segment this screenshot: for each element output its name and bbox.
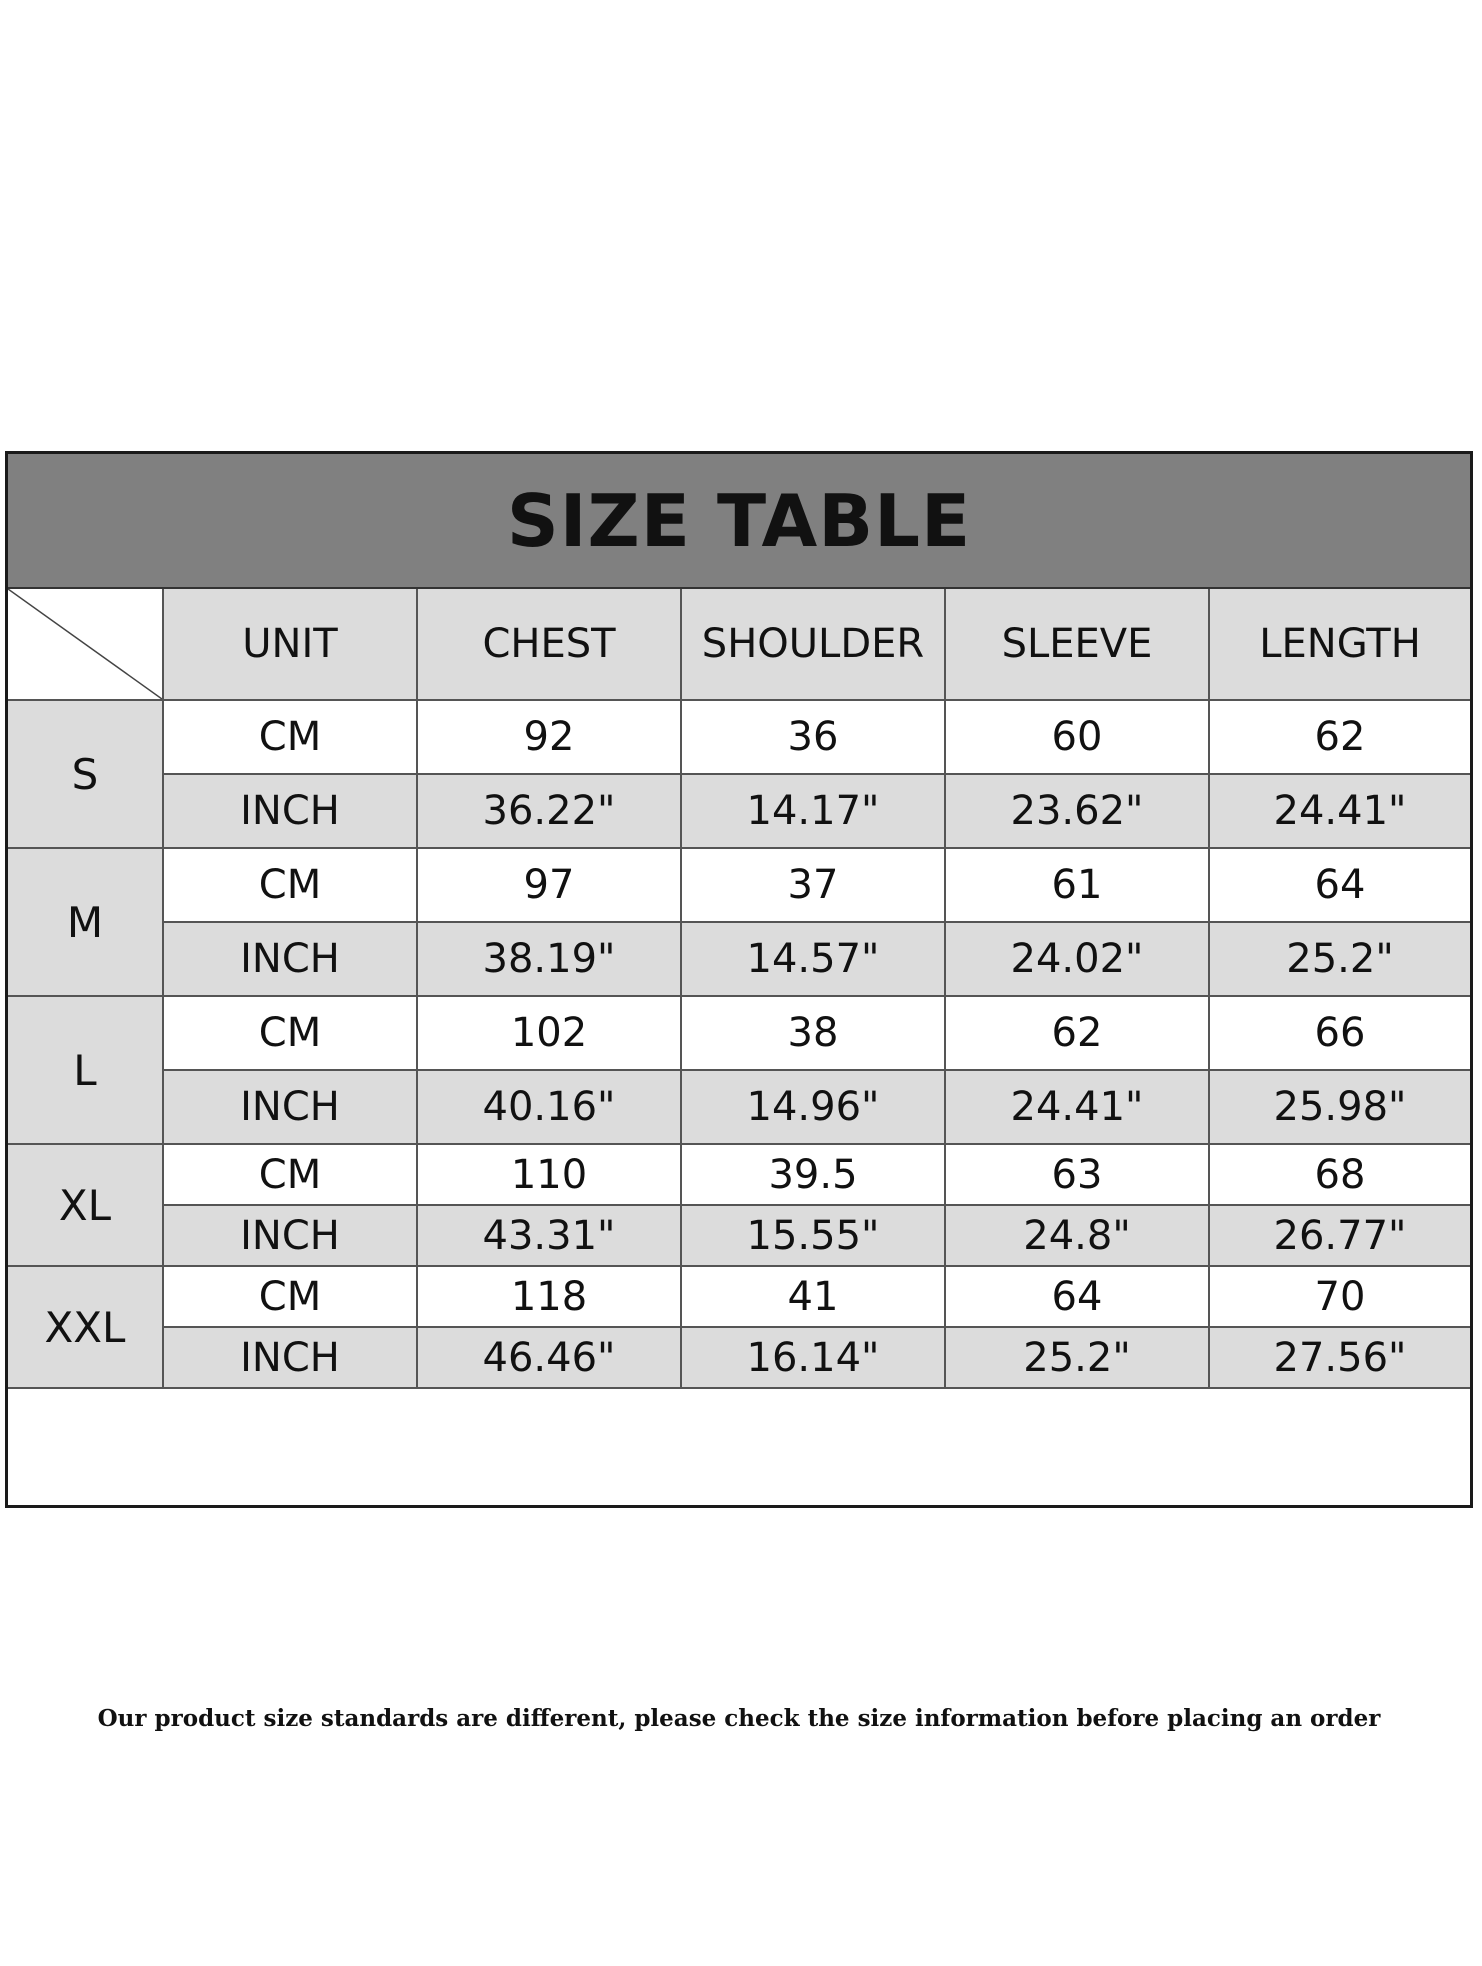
size-grid	[8, 589, 1470, 1389]
cell-length: 25.98"	[1209, 1070, 1470, 1144]
cell-chest: 38.19"	[417, 922, 681, 996]
table-row	[8, 1266, 1470, 1327]
cell-unit: CM	[163, 996, 417, 1070]
table-title: SIZE TABLE	[506, 478, 972, 563]
size-label: XL	[8, 1144, 163, 1266]
cell-chest: 102	[417, 996, 681, 1070]
cell-unit: CM	[163, 848, 417, 922]
cell-length: 68	[1209, 1144, 1470, 1205]
cell-chest: 46.46"	[417, 1327, 681, 1388]
cell-shoulder: 41	[681, 1266, 945, 1327]
cell-sleeve: 62	[945, 996, 1209, 1070]
cell-unit: INCH	[163, 774, 417, 848]
cell-shoulder: 16.14"	[681, 1327, 945, 1388]
cell-length: 66	[1209, 996, 1470, 1070]
title-bar	[8, 454, 1470, 589]
size-label: XXL	[8, 1266, 163, 1388]
cell-chest: 97	[417, 848, 681, 922]
table-row	[8, 1205, 1470, 1266]
table-row	[8, 1327, 1470, 1388]
header-length: LENGTH	[1209, 589, 1470, 700]
cell-unit: INCH	[163, 1070, 417, 1144]
cell-chest: 92	[417, 700, 681, 774]
size-label: S	[8, 700, 163, 848]
cell-length: 25.2"	[1209, 922, 1470, 996]
cell-sleeve: 24.8"	[945, 1205, 1209, 1266]
cell-sleeve: 24.02"	[945, 922, 1209, 996]
size-table	[5, 451, 1473, 1732]
cell-unit: INCH	[163, 1327, 417, 1388]
cell-sleeve: 60	[945, 700, 1209, 774]
cell-unit: CM	[163, 1266, 417, 1327]
table-row	[8, 1144, 1470, 1205]
header-chest: CHEST	[417, 589, 681, 700]
corner-cell	[8, 589, 163, 700]
table-row	[8, 922, 1470, 996]
cell-shoulder: 37	[681, 848, 945, 922]
cell-unit: INCH	[163, 922, 417, 996]
cell-unit: CM	[163, 700, 417, 774]
header-unit: UNIT	[163, 589, 417, 700]
cell-unit: INCH	[163, 1205, 417, 1266]
cell-shoulder: 15.55"	[681, 1205, 945, 1266]
table-row	[8, 700, 1470, 774]
size-label: L	[8, 996, 163, 1144]
table-row	[8, 1070, 1470, 1144]
cell-unit: CM	[163, 1144, 417, 1205]
cell-chest: 43.31"	[417, 1205, 681, 1266]
diagonal-line-icon	[8, 589, 162, 699]
cell-length: 27.56"	[1209, 1327, 1470, 1388]
header-shoulder: SHOULDER	[681, 589, 945, 700]
cell-shoulder: 36	[681, 700, 945, 774]
cell-length: 24.41"	[1209, 774, 1470, 848]
size-label: M	[8, 848, 163, 996]
cell-length: 62	[1209, 700, 1470, 774]
cell-sleeve: 25.2"	[945, 1327, 1209, 1388]
cell-length: 26.77"	[1209, 1205, 1470, 1266]
cell-chest: 118	[417, 1266, 681, 1327]
cell-sleeve: 23.62"	[945, 774, 1209, 848]
cell-sleeve: 24.41"	[945, 1070, 1209, 1144]
table-row	[8, 848, 1470, 922]
table-row	[8, 774, 1470, 848]
cell-shoulder: 38	[681, 996, 945, 1070]
cell-chest: 40.16"	[417, 1070, 681, 1144]
cell-shoulder: 14.57"	[681, 922, 945, 996]
cell-length: 64	[1209, 848, 1470, 922]
cell-shoulder: 14.96"	[681, 1070, 945, 1144]
size-note: Our product size standards are different, please check the size information before placing an order	[97, 1705, 1381, 1732]
cell-sleeve: 63	[945, 1144, 1209, 1205]
header-sleeve: SLEEVE	[945, 589, 1209, 700]
cell-length: 70	[1209, 1266, 1470, 1327]
table-row	[8, 996, 1470, 1070]
cell-shoulder: 14.17"	[681, 774, 945, 848]
cell-sleeve: 61	[945, 848, 1209, 922]
cell-shoulder: 39.5	[681, 1144, 945, 1205]
header-row	[8, 589, 1470, 700]
cell-chest: 36.22"	[417, 774, 681, 848]
cell-chest: 110	[417, 1144, 681, 1205]
cell-sleeve: 64	[945, 1266, 1209, 1327]
